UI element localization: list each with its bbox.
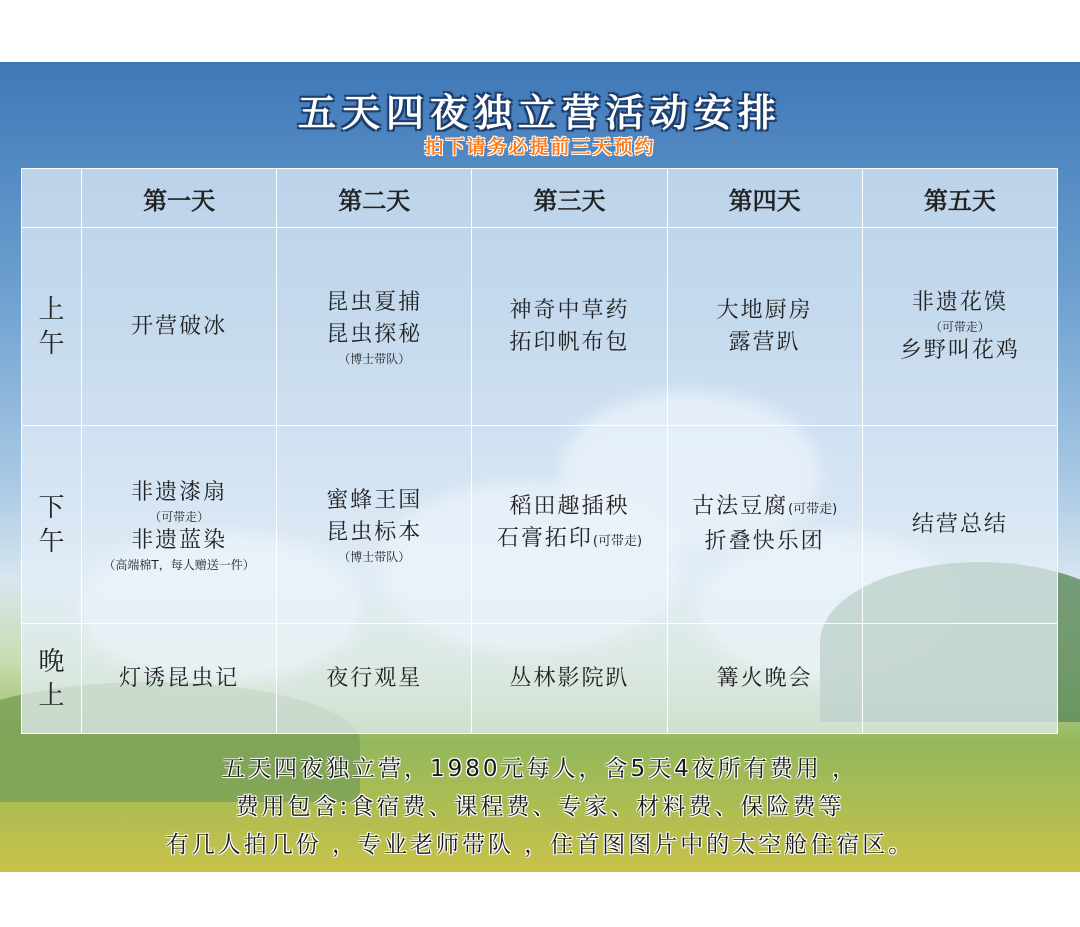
activity-text: 昆虫夏捕	[326, 289, 423, 315]
activity-text: 昆虫探秘	[326, 321, 423, 347]
activity-text: 石膏拓印	[496, 526, 593, 551]
day-header-1: 第一天	[82, 169, 277, 228]
activity-note: (可带走)	[592, 534, 643, 549]
activity-line	[472, 523, 666, 558]
cell-day5-morning	[862, 228, 1057, 426]
footer-line-3: 有几人拍几份 ，专业老师带队 ，住首图图片中的太空舱住宿区。	[165, 832, 915, 858]
cell-day2-morning	[277, 228, 472, 426]
row-label-evening: 晚 上	[22, 624, 82, 734]
activity-text: 非遗蓝染	[131, 527, 228, 553]
activity-text: 结营总结	[911, 511, 1008, 537]
cell-day4-afternoon	[667, 426, 862, 624]
activity-note: （可带走）	[149, 509, 210, 524]
cell-day2-afternoon	[277, 426, 472, 624]
activity-text: 非遗花馍	[911, 289, 1008, 315]
corner-cell	[22, 169, 82, 228]
row-evening	[22, 624, 1058, 734]
cell-day2-evening	[277, 624, 472, 734]
booking-notice: 拍下请务必提前三天预约	[424, 136, 656, 158]
activity-text: 古法豆腐	[692, 494, 789, 519]
activity-note: （可带走）	[929, 319, 990, 334]
row-label-afternoon: 下 午	[22, 426, 82, 624]
footer-line-1: 五天四夜独立营，1980元每人，含5天4夜所有费用 ，	[221, 756, 859, 782]
activity-note: （博士带队）	[338, 549, 411, 564]
day-header-2: 第二天	[277, 169, 472, 228]
activity-line	[668, 491, 862, 526]
activity-text: 蜜蜂王国	[326, 487, 423, 513]
cell-day3-evening	[472, 624, 667, 734]
activity-text: 大地厨房	[716, 297, 813, 323]
activity-text: 露营趴	[728, 329, 801, 355]
day-header-5: 第五天	[862, 169, 1057, 228]
row-morning	[22, 228, 1058, 426]
cell-day4-evening	[667, 624, 862, 734]
footer-line-2: 费用包含:食宿费、课程费、专家、材料费、保险费等	[235, 794, 845, 820]
cell-day3-morning	[472, 228, 667, 426]
row-afternoon	[22, 426, 1058, 624]
cell-day3-afternoon	[472, 426, 667, 624]
header-row	[22, 169, 1058, 228]
activity-text: 灯诱昆虫记	[119, 665, 240, 691]
activity-text: 折叠快乐团	[704, 529, 825, 554]
activity-text: 篝火晚会	[716, 665, 813, 691]
pricing-info	[0, 750, 1080, 864]
cell-day4-morning	[667, 228, 862, 426]
activity-text: 稻田趣插秧	[509, 494, 630, 519]
day-header-4: 第四天	[667, 169, 862, 228]
activity-text: 丛林影院趴	[509, 665, 630, 691]
activity-text: 乡野叫花鸡	[899, 337, 1020, 363]
activity-note: （高端棉T，每人赠送一件）	[103, 557, 255, 572]
cell-day5-evening	[862, 624, 1057, 734]
activity-text: 昆虫标本	[326, 519, 423, 545]
activity-text: 夜行观星	[326, 665, 423, 691]
activity-text: 非遗漆扇	[131, 479, 228, 505]
cell-day1-morning	[82, 228, 277, 426]
row-label-morning: 上 午	[22, 228, 82, 426]
poster-background	[0, 62, 1080, 872]
schedule-table	[21, 168, 1058, 734]
cell-day1-afternoon	[82, 426, 277, 624]
activity-text: 开营破冰	[131, 313, 228, 339]
cell-day1-evening	[82, 624, 277, 734]
cell-day5-afternoon	[862, 426, 1057, 624]
day-header-3: 第三天	[472, 169, 667, 228]
activity-note: （博士带队）	[338, 351, 411, 366]
activity-note: (可带走)	[788, 502, 838, 517]
activity-text: 神奇中草药	[509, 297, 630, 323]
activity-text: 拓印帆布包	[509, 329, 630, 355]
page-title: 五天四夜独立营活动安排	[297, 91, 782, 135]
